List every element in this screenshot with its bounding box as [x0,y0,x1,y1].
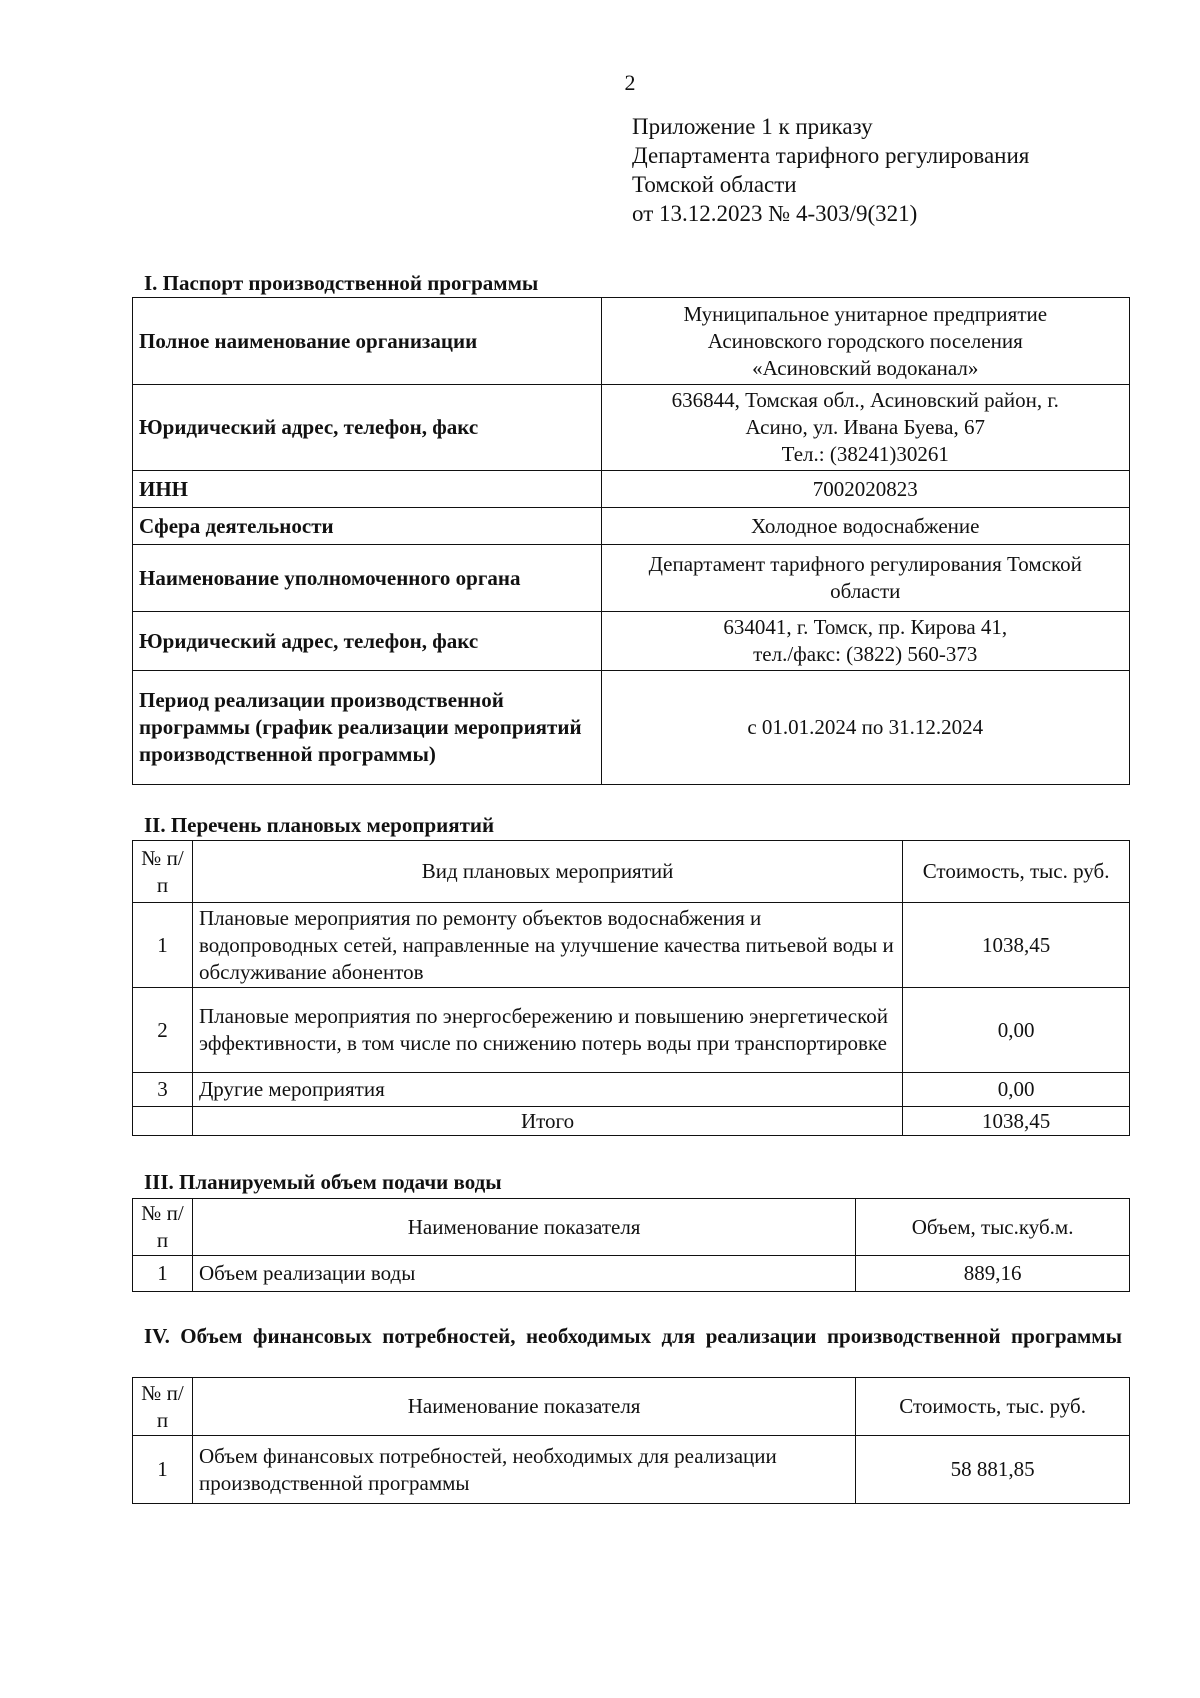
passport-value [601,612,1129,671]
column-header: Объем, тыс.куб.м. [856,1199,1130,1256]
page-number: 2 [624,70,636,95]
measure-cost: 1038,45 [903,903,1130,988]
table-header-row [133,1378,1130,1436]
passport-label: Период реализации производственной программы (график реализации мероприятий производственной программы) [133,671,602,785]
indicator-value: 889,16 [856,1256,1130,1292]
value-line: тел./факс: (3822) 560-373 [753,642,978,666]
value-line: Асиновского городского поселения [707,328,1023,353]
table-row [133,545,1130,612]
total-label: Итого [192,1107,902,1136]
column-header: Стоимость, тыс. руб. [903,841,1130,903]
appendix-line: от 13.12.2023 № 4-303/9(321) [632,201,918,226]
table-total-row [133,1107,1130,1136]
passport-label: ИНН [133,471,602,508]
table-row [133,385,1130,471]
table-row [133,988,1130,1073]
table-header-row [133,1199,1130,1256]
row-number: 2 [133,988,193,1073]
passport-label: Наименование уполномоченного органа [133,545,602,612]
row-number: 1 [133,1436,193,1504]
table-row [133,671,1130,785]
passport-label: Юридический адрес, телефон, факс [133,385,602,471]
appendix-header [632,112,1029,228]
table-row [133,1436,1130,1504]
table-row [133,508,1130,545]
column-header: № п/п [133,841,193,903]
passport-value: Холодное водоснабжение [601,508,1129,545]
passport-value [601,545,1129,612]
appendix-line: Департамента тарифного регулирования [632,143,1030,168]
passport-value [601,385,1129,471]
table-header-row [133,841,1130,903]
column-header: № п/п [133,1199,193,1256]
value-line: Асино, ул. Ивана Буева, 67 [745,415,985,439]
column-header: Наименование показателя [192,1378,855,1436]
column-header: № п/п [133,1378,193,1436]
section-1-title: I. Паспорт производственной программы [144,271,539,295]
section-2-title: II. Перечень плановых мероприятий [144,813,495,837]
table-row [133,903,1130,988]
passport-label: Полное наименование организации [133,298,602,385]
value-line: области [830,579,901,603]
measure-name: Другие мероприятия [192,1073,902,1107]
value-line: 634041, г. Томск, пр. Кирова 41, [723,615,1008,639]
appendix-line: Приложение 1 к приказу [632,114,873,139]
financial-needs-table [132,1377,1130,1504]
measure-name: Плановые мероприятия по энергосбережению и повышению энергетической эффективности, в том числе по снижению потерь воды при транспортировке [192,988,902,1073]
row-number: 1 [133,903,193,988]
measure-cost: 0,00 [903,1073,1130,1107]
table-row [133,1256,1130,1292]
passport-value: с 01.01.2024 по 31.12.2024 [601,671,1129,785]
column-header: Вид плановых мероприятий [192,841,902,903]
row-number: 3 [133,1073,193,1107]
water-volume-table [132,1198,1130,1292]
passport-table [132,297,1130,785]
value-line: Департамент тарифного регулирования Томской [648,552,1082,576]
column-header: Наименование показателя [192,1199,855,1256]
value-line: Муниципальное унитарное предприятие [683,301,1048,326]
table-row [133,298,1130,385]
table-row [133,1073,1130,1107]
row-number: 1 [133,1256,193,1292]
appendix-line: Томской области [632,172,797,197]
passport-value: 7002020823 [601,471,1129,508]
indicator-name: Объем реализации воды [192,1256,855,1292]
indicator-value: 58 881,85 [856,1436,1130,1504]
measure-cost: 0,00 [903,988,1130,1073]
empty-cell [133,1107,193,1136]
total-value: 1038,45 [903,1107,1130,1136]
table-row [133,612,1130,671]
passport-label: Сфера деятельности [133,508,602,545]
measure-name: Плановые мероприятия по ремонту объектов водоснабжения и водопроводных сетей, направленные на улучшение качества питьевой воды и обслуживание абонентов [192,903,902,988]
value-line: Тел.: (38241)30261 [781,442,949,466]
passport-label: Юридический адрес, телефон, факс [133,612,602,671]
section-4-title: IV. Объем финансовых потребностей, необходимых для реализации производственной программы [144,1324,1122,1348]
value-line: «Асиновский водоканал» [752,355,979,380]
indicator-name: Объем финансовых потребностей, необходимых для реализации производственной программы [192,1436,855,1504]
value-line: 636844, Томская обл., Асиновский район, г. [671,388,1059,412]
measures-table [132,840,1130,1136]
section-3-title: III. Планируемый объем подачи воды [144,1170,502,1194]
column-header: Стоимость, тыс. руб. [856,1378,1130,1436]
passport-value [601,298,1129,385]
table-row [133,471,1130,508]
